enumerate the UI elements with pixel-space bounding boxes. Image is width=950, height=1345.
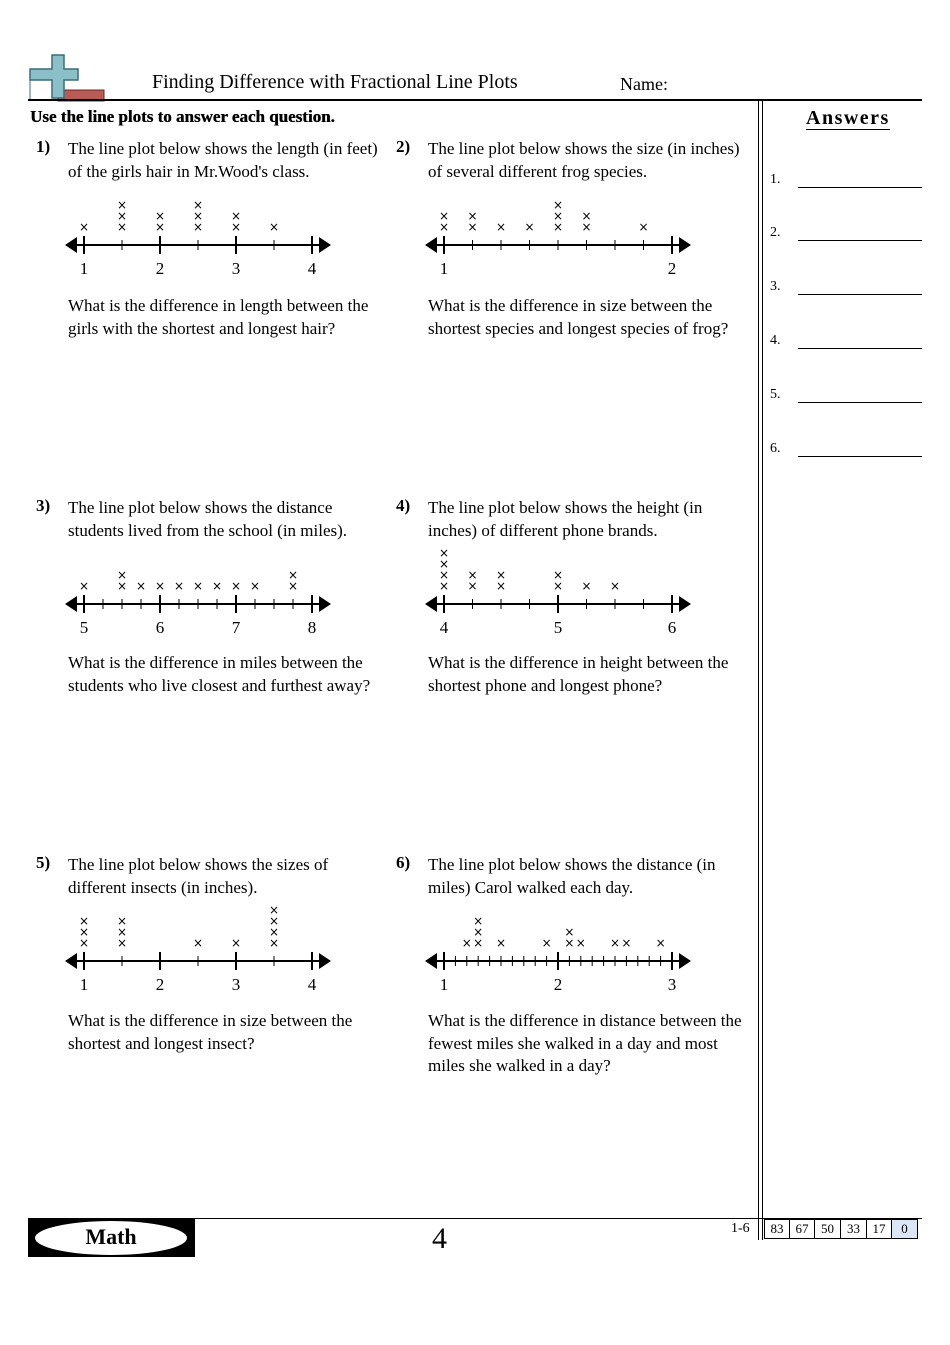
answer-line: [798, 348, 922, 349]
problem-number: 6): [396, 853, 411, 872]
data-point-x: ×: [552, 220, 564, 234]
data-point-x: ×: [78, 936, 90, 950]
axis-arrow-right: [319, 237, 331, 253]
data-point-x: ×: [78, 925, 90, 939]
data-point-x: ×: [230, 579, 242, 593]
answer-blank-3[interactable]: [770, 275, 922, 295]
line-plot-5: [64, 905, 344, 995]
data-point-x: ×: [116, 568, 128, 582]
score-cell: 50: [814, 1220, 840, 1238]
data-point-x: ×: [467, 568, 478, 582]
tick-label: 3: [231, 259, 241, 278]
data-point-x: ×: [116, 925, 128, 939]
data-point-x: ×: [552, 568, 564, 582]
data-point-x: ×: [78, 579, 90, 593]
problem-prompt: The line plot below shows the sizes of different insects (in inches).: [68, 855, 329, 897]
data-point-x: ×: [192, 579, 204, 593]
axis-arrow-right: [679, 237, 691, 253]
data-point-x: ×: [495, 936, 507, 950]
answer-blank-4[interactable]: [770, 329, 922, 349]
data-point-x: ×: [467, 209, 478, 223]
problem-question: What is the difference in distance between the fewest miles she walked in a day and most miles she walked in a day?: [428, 1011, 742, 1075]
answer-blank-5[interactable]: [770, 383, 922, 403]
data-point-x: ×: [135, 579, 147, 593]
problem-question: What is the difference in length between the girls with the shortest and longest hair?: [68, 296, 369, 338]
data-point-x: ×: [116, 220, 128, 234]
data-point-x: ×: [230, 209, 242, 223]
data-point-x: ×: [473, 914, 484, 928]
tick-label: 2: [155, 975, 165, 994]
tick-label: 4: [439, 618, 449, 637]
tick-label: 2: [155, 259, 165, 278]
tick-label: 4: [307, 259, 317, 278]
data-point-x: ×: [268, 220, 280, 234]
data-point-x: ×: [552, 209, 564, 223]
answer-blank-2[interactable]: [770, 221, 922, 241]
data-point-x: ×: [467, 579, 478, 593]
problem-prompt: The line plot below shows the height (in inches) of different phone brands.: [428, 498, 703, 540]
data-point-x: ×: [495, 568, 507, 582]
problem-question: What is the difference in miles between the students who live closest and furthest away?: [68, 653, 371, 695]
data-point-x: ×: [438, 209, 450, 223]
line-plot-2: [424, 189, 704, 279]
tick-label: 6: [667, 618, 677, 637]
tick-label: 8: [307, 618, 317, 637]
answer-column-divider: [762, 100, 763, 1240]
axis-arrow-left: [65, 596, 77, 612]
problem-3: [36, 496, 391, 826]
data-point-x: ×: [467, 220, 478, 234]
answer-number: 1.: [770, 172, 781, 187]
data-point-x: ×: [473, 936, 484, 950]
data-point-x: ×: [581, 209, 592, 223]
tick-label: 1: [79, 259, 89, 278]
data-point-x: ×: [564, 936, 575, 950]
answers-heading: Answers: [806, 107, 890, 129]
data-point-x: ×: [438, 568, 450, 582]
data-point-x: ×: [78, 220, 90, 234]
data-point-x: ×: [564, 925, 575, 939]
line-plot-1: [64, 189, 344, 279]
data-point-x: ×: [638, 220, 649, 234]
problem-prompt: The line plot below shows the size (in inches) of several different frog species.: [428, 139, 740, 181]
axis-arrow-left: [65, 953, 77, 969]
tick-label: 3: [231, 975, 241, 994]
data-point-x: ×: [154, 220, 166, 234]
answer-number: 2.: [770, 225, 781, 240]
tick-label: 4: [307, 975, 317, 994]
data-point-x: ×: [154, 209, 166, 223]
data-point-x: ×: [173, 579, 185, 593]
data-point-x: ×: [78, 914, 90, 928]
data-point-x: ×: [438, 557, 450, 571]
answer-line: [798, 456, 922, 457]
data-point-x: ×: [154, 579, 166, 593]
score-range: 1-6: [731, 1221, 750, 1236]
data-point-x: ×: [609, 936, 621, 950]
data-point-x: ×: [609, 579, 621, 593]
answer-number: 4.: [770, 333, 781, 348]
data-point-x: ×: [461, 936, 472, 950]
tick-label: 3: [667, 975, 677, 994]
answer-number: 5.: [770, 387, 781, 402]
data-point-x: ×: [268, 936, 280, 950]
page-number: 4: [432, 1222, 447, 1255]
data-point-x: ×: [581, 579, 592, 593]
problem-1: [36, 137, 391, 467]
data-point-x: ×: [192, 209, 204, 223]
header-divider: [28, 99, 922, 101]
line-plot-4: [424, 548, 704, 638]
score-cell: 83: [764, 1220, 789, 1238]
tick-label: 2: [667, 259, 677, 278]
subject-label: Math: [85, 1224, 137, 1249]
tick-label: 6: [155, 618, 165, 637]
data-point-x: ×: [541, 936, 552, 950]
score-cell: 33: [840, 1220, 866, 1238]
tick-label: 1: [439, 975, 449, 994]
name-label: Name:: [620, 74, 668, 94]
score-cell: 67: [789, 1220, 814, 1238]
answer-line: [798, 187, 922, 188]
problem-number: 4): [396, 496, 411, 515]
tick-label: 1: [79, 975, 89, 994]
answer-line: [798, 294, 922, 295]
data-point-x: ×: [116, 209, 128, 223]
score-table: [764, 1219, 918, 1239]
answer-number: 3.: [770, 279, 781, 294]
problem-prompt: The line plot below shows the distance (in miles) Carol walked each day.: [428, 855, 716, 897]
worksheet-title: Finding Difference with Fractional Line Plots: [152, 71, 518, 93]
data-point-x: ×: [287, 568, 299, 582]
tick-label: 5: [79, 618, 89, 637]
data-point-x: ×: [552, 198, 564, 212]
data-point-x: ×: [621, 936, 632, 950]
data-point-x: ×: [116, 936, 128, 950]
data-point-x: ×: [192, 220, 204, 234]
answer-number: 6.: [770, 441, 781, 456]
score-cell: 0: [891, 1220, 918, 1238]
problem-5: [36, 853, 391, 1183]
data-point-x: ×: [495, 579, 507, 593]
axis-arrow-left: [65, 237, 77, 253]
answer-blank-6[interactable]: [770, 437, 922, 457]
data-point-x: ×: [230, 936, 242, 950]
data-point-x: ×: [575, 936, 586, 950]
data-point-x: ×: [268, 903, 280, 917]
score-cell: 17: [866, 1220, 891, 1238]
tick-label: 2: [553, 975, 563, 994]
line-plot-6: [424, 905, 704, 995]
instructions: Use the line plots to answer each question.: [30, 107, 335, 126]
axis-arrow-right: [679, 596, 691, 612]
line-plot-3: [64, 548, 344, 638]
data-point-x: ×: [230, 220, 242, 234]
problem-prompt: The line plot below shows the distance students lived from the school (in miles).: [68, 498, 348, 540]
data-point-x: ×: [438, 220, 450, 234]
data-point-x: ×: [524, 220, 535, 234]
data-point-x: ×: [268, 925, 280, 939]
data-point-x: ×: [192, 936, 204, 950]
data-point-x: ×: [287, 579, 299, 593]
tick-label: 5: [553, 618, 563, 637]
data-point-x: ×: [116, 579, 128, 593]
problem-number: 1): [36, 137, 51, 156]
answer-blank-1[interactable]: [770, 168, 922, 188]
problem-question: What is the difference in size between the shortest and longest insect?: [68, 1011, 353, 1053]
data-point-x: ×: [249, 579, 261, 593]
answer-column-divider: [758, 100, 759, 1240]
problem-question: What is the difference in size between the shortest species and longest species of frog?: [428, 296, 729, 338]
axis-arrow-left: [425, 237, 437, 253]
axis-arrow-right: [319, 953, 331, 969]
answer-line: [798, 240, 922, 241]
problem-number: 3): [36, 496, 51, 515]
data-point-x: ×: [116, 914, 128, 928]
axis-arrow-left: [425, 596, 437, 612]
data-point-x: ×: [211, 579, 223, 593]
tick-label: 1: [439, 259, 449, 278]
problem-4: [396, 496, 751, 826]
axis-arrow-right: [679, 953, 691, 969]
data-point-x: ×: [581, 220, 592, 234]
answer-line: [798, 402, 922, 403]
axis-arrow-left: [425, 953, 437, 969]
axis-arrow-right: [319, 596, 331, 612]
problem-prompt: The line plot below shows the length (in feet) of the girls hair in Mr.Wood's class.: [68, 139, 378, 181]
data-point-x: ×: [655, 936, 666, 950]
problem-2: [396, 137, 751, 467]
problem-6: [396, 853, 751, 1183]
data-point-x: ×: [552, 579, 564, 593]
problem-number: 2): [396, 137, 411, 156]
data-point-x: ×: [495, 220, 507, 234]
worksheet-logo-icon: [26, 52, 108, 102]
problem-number: 5): [36, 853, 51, 872]
data-point-x: ×: [268, 914, 280, 928]
data-point-x: ×: [473, 925, 484, 939]
data-point-x: ×: [192, 198, 204, 212]
data-point-x: ×: [438, 546, 450, 560]
data-point-x: ×: [116, 198, 128, 212]
problem-question: What is the difference in height between the shortest phone and longest phone?: [428, 653, 729, 695]
tick-label: 7: [231, 618, 241, 637]
data-point-x: ×: [438, 579, 450, 593]
